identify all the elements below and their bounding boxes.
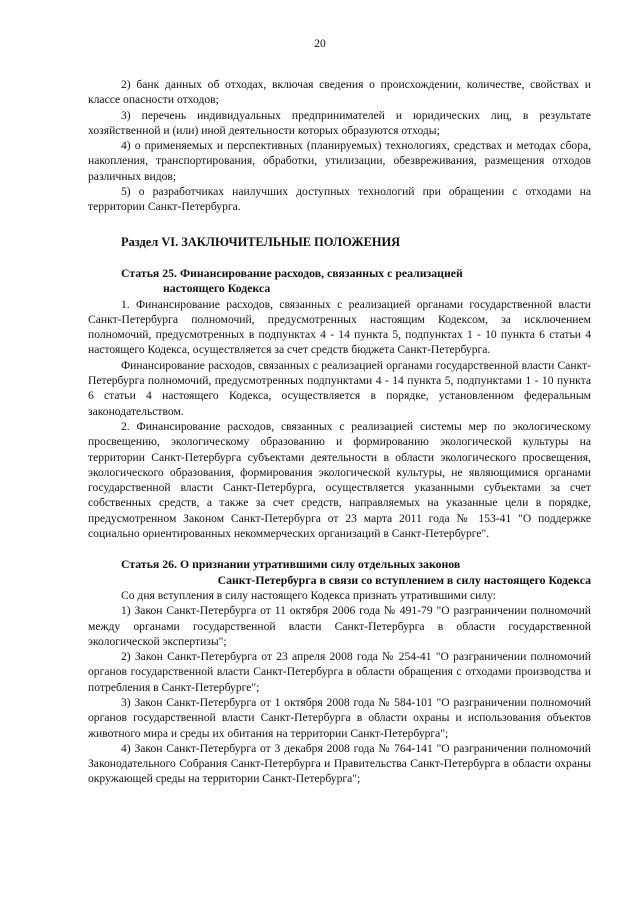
list-item: 5) о разработчиках наилучших доступных технологий при обращении с отходами на территории Санкт-Петербурга. (88, 185, 591, 214)
repealed-law-item: 2) Закон Санкт-Петербурга от 23 апреля 2008 года № 254-41 "О разграничении полномочий органов государственной власти Санкт-Петербурга в области обращения с отходами производства и потребления в Санкт-Петербурге"; (88, 650, 591, 694)
repealed-law-item: 4) Закон Санкт-Петербурга от 3 декабря 2008 года № 764-141 "О разграничении полномочий Законодательного Собрания Санкт-Петербурга и Правительства Санкт-Петербурга в области охраны окружающей среды на территории Санкт-Петербурга"; (88, 741, 591, 786)
section-heading: Раздел VI. ЗАКЛЮЧИТЕЛЬНЫЕ ПОЛОЖЕНИЯ (121, 234, 401, 249)
article-26-title-line1: Статья 26. О признании утратившими силу отдельных законов (121, 557, 461, 572)
page-number: 20 (314, 38, 326, 50)
article-25-title-line1: Статья 25. Финансирование расходов, связанных с реализацией (121, 265, 463, 280)
article-26-intro: Со дня вступления в силу настоящего Кодекса признать утратившими силу: (121, 588, 496, 602)
article-25-title-line2: настоящего Кодекса (163, 281, 271, 296)
list-item: 3) перечень индивидуальных предпринимателей и юридических лиц, в результате хозяйственной и (или) иной деятельности которых образуются отходы; (88, 108, 591, 137)
list-item: 2) банк данных об отходах, включая сведения о происхождении, количестве, свойствах и классе опасности отходов; (88, 78, 591, 107)
article-25-paragraph: 2. Финансирование расходов, связанных с реализацией системы мер по экологическому просвещению, экологическому образованию и формированию экологической культуры на территории Санкт-Петербурга субъектами деятельности в области экологического просвещения, экологического образования, формирования экологической культуры, не являющимися органами государственной власти Санкт-Петербурга, осуществляется указанными субъектами за счет собственных средств, а также за счет средств, направляемых на указанные цели в порядке, предусмотренном Законом Санкт-Петербурга от 23 марта 2011 года № 153-41 "О поддержке социально ориентированных некоммерческих организаций в Санкт-Петербурге". (88, 419, 591, 541)
document-body (88, 77, 591, 787)
article-26-title (121, 557, 591, 588)
article-25-paragraph: 1. Финансирование расходов, связанных с реализацией органами государственной власти Санкт-Петербурга полномочий, предусмотренных настоящим Кодексом, за исключением полномочий, предусмотренных в подпунктах 4 - 14 пункта 5, подпунктах 1 - 10 пункта 6 статьи 4 настоящего Кодекса, осуществляется за счет средств бюджета Санкт-Петербурга. (88, 297, 591, 357)
repealed-law-item: 3) Закон Санкт-Петербурга от 1 октября 2008 года № 584-101 "О разграничении полномочий органов государственной власти Санкт-Петербурга в области охраны и использования объектов животного мира и среды их обитания на территории Санкт-Петербурга"; (88, 695, 591, 740)
list-item: 4) о применяемых и перспективных (планируемых) технологиях, средствах и методах сбора, накопления, транспортирования, обработки, утилизации, обезвреживания, размещения отходов различных видов; (88, 139, 591, 183)
repealed-law-item: 1) Закон Санкт-Петербурга от 11 октября 2006 года № 491-79 "О разграничении полномочий между органами государственной власти Санкт-Петербурга в области государственной экологической экспертизы"; (88, 604, 591, 648)
article-25-paragraph: Финансирование расходов, связанных с реализацией органами государственной власти Санкт-Петербурга полномочий, предусмотренных подпунктами 4 - 14 пункта 5, подпунктами 1 - 10 пункта 6 статьи 4 настоящего Кодекса, осуществляется в порядке, установленном федеральным законодательством. (88, 358, 591, 418)
article-25-title (121, 266, 591, 297)
article-26-title-line2: Санкт-Петербурга в связи со вступлением в силу настоящего Кодекса (217, 572, 591, 587)
